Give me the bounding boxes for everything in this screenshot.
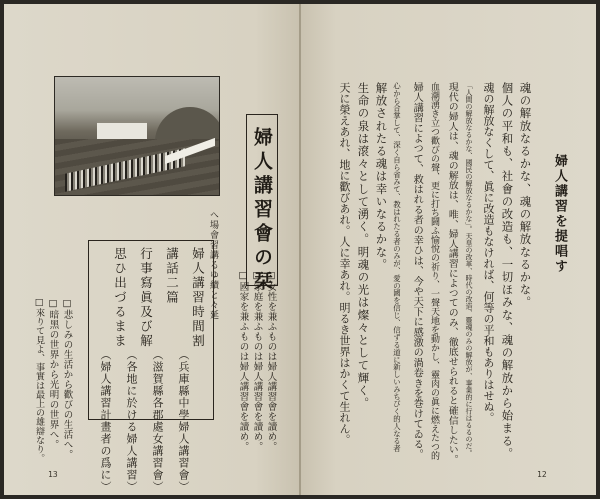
photo-caption: へ場會習講るゆ續と々延 bbox=[208, 210, 218, 320]
essay-line: 婦人講習によつて、救はれる者の幸ひは、今や天下に感激の渦卷きを巻けてゐる。 bbox=[411, 82, 423, 460]
essay-line: 魂の解放なくして、眞に改造もなければ、何等の平和もありはせぬ。 bbox=[482, 82, 495, 423]
bottom-note: □來りて見よ、事實は最上の雄辯なり。 bbox=[34, 298, 45, 463]
page-number-right: 12 bbox=[537, 470, 547, 479]
note-line: □女性を兼ふものは婦人講習會を讀め。 bbox=[265, 270, 277, 452]
program-item: 婦人講習時間割 bbox=[190, 247, 206, 349]
essay-line: 個人の平和も、社會の改造も、一切ほみな、魂の解放から始まる。 bbox=[500, 82, 515, 460]
essay-line: 生命の泉は滾々として湧く。明魂の光は燦々として輝く。 bbox=[356, 82, 371, 410]
essay-line: 解放されたる魂は幸いなるかな。 bbox=[374, 82, 389, 271]
lecture-photo bbox=[54, 76, 220, 196]
essay-title: 婦人講習を提唱す bbox=[552, 154, 567, 274]
essay-line: 現代の婦人は、魂の解放は、唯、婦人講習によつてのみ、徹底せられると確信したい。 bbox=[446, 82, 458, 465]
essay-line: 血潮湧き立つ歡びの聲、更に打ち鬪ふ愉悅の祈り、一聲天地を動かし、靈肉の眞に燃えたつ的 bbox=[429, 82, 439, 460]
program-note: （各地に於ける婦人講習） bbox=[125, 349, 138, 493]
program-note: （滋賀縣各郡處女講習會） bbox=[151, 349, 164, 493]
program-item: 行事寫眞及び解 bbox=[138, 247, 154, 349]
bottom-note: □暗黑の世界から光明の世界へ。 bbox=[47, 298, 59, 450]
pamphlet-title-box bbox=[246, 114, 278, 295]
program-note: （婦人講習計畫者の爲に） bbox=[99, 349, 112, 493]
essay-line: 心から合掌して、深く自ら省みて、教はれたる者のみが、愛の國を信じ、信ずる道に新しいみちびく的人なる者 bbox=[392, 82, 402, 452]
open-book bbox=[4, 4, 596, 495]
note-line: □國家を兼ふものは婦人講習會を讀め。 bbox=[237, 270, 249, 452]
program-box bbox=[88, 240, 214, 493]
right-page bbox=[301, 4, 596, 495]
program-item: 講話二篇 bbox=[164, 247, 180, 305]
essay-line: 天に榮えあれ、地に歡びあれ。人に幸あれ。明るき世界はかくて生れん。 bbox=[338, 82, 351, 445]
essay-line: 「人間の解放なるかな、國民の解放なるかな」。天皇の改革、時代の改造、靈魂のみの解放が、事業的に行はるるのだ。 bbox=[465, 82, 473, 457]
photo-building bbox=[97, 121, 147, 139]
essay-line: 魂の解放なるかな、魂の解放なるかな。 bbox=[518, 82, 533, 309]
program-note: （兵庫縣中學婦人講習會） bbox=[177, 349, 190, 493]
pamphlet-title: 婦人講習會の栞 bbox=[251, 127, 273, 295]
page-number-left: 13 bbox=[48, 470, 58, 479]
program-item: 思ひ出づるまま bbox=[112, 247, 128, 349]
note-line: □家庭を兼ふものは婦人講習會を讀め。 bbox=[251, 270, 263, 452]
bottom-note: □悲しみの生活から歡びの生活へ。 bbox=[61, 298, 73, 460]
left-page bbox=[4, 4, 299, 495]
